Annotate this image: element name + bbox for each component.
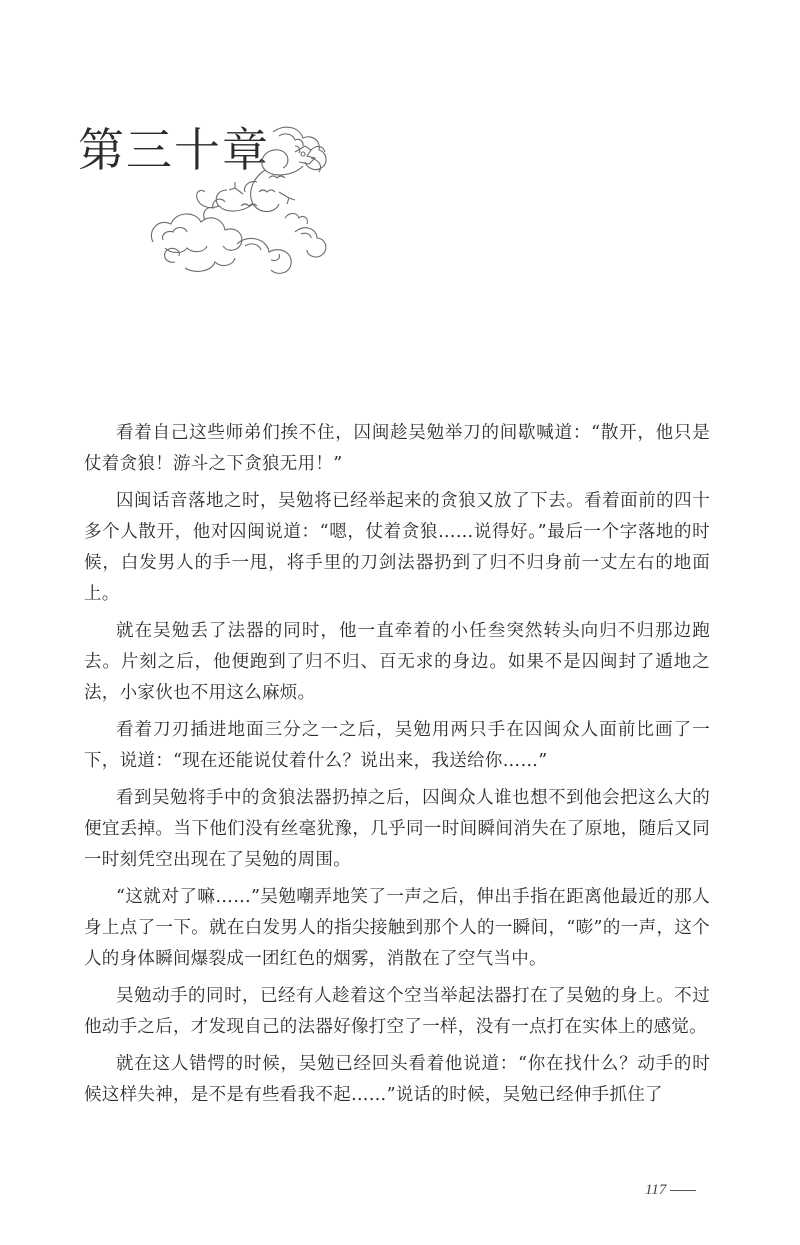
page-number: 117 <box>645 1182 667 1198</box>
paragraph: “这就对了嘛……”吴勉嘲弄地笑了一声之后，伸出手指在距离他最近的那人身上点了一下。就在白发男人的指尖接触到那个人的一瞬间，“嘭”的一声，这个人的身体瞬间爆裂成一团红色的烟雾，消散在了空气当中。 <box>84 887 710 969</box>
paragraph: 就在吴勉丢了法器的同时，他一直牵着的小任叁突然转头向归不归那边跑去。片刻之后，他便跑到了归不归、百无求的身边。如果不是囚闽封了遁地之法，小家伙也不用这么麻烦。 <box>84 621 710 703</box>
page-number-footer <box>645 1182 696 1199</box>
paragraph: 看到吴勉将手中的贪狼法器扔掉之后，囚闽众人谁也想不到他会把这么大的便宜丢掉。当下他们没有丝毫犹豫，几乎同一时间瞬间消失在了原地，随后又同一时刻凭空出现在了吴勉的周围。 <box>84 788 710 870</box>
chapter-title: 第三十章 <box>78 123 270 177</box>
paragraph: 囚闽话音落地之时，吴勉将已经举起来的贪狼又放了下去。看着面前的四十多个人散开，他对囚闽说道：“嗯，仗着贪狼……说得好。”最后一个字落地的时候，白发男人的手一甩，将手里的刀剑法器扔到了归不归身前一丈左右的地面上。 <box>84 491 710 604</box>
paragraph: 看着自己这些师弟们挨不住，囚闽趁吴勉举刀的间歇喊道：“散开，他只是仗着贪狼！游斗之下贪狼无用！” <box>84 423 710 474</box>
paragraph: 就在这人错愕的时候，吴勉已经回头看着他说道：“你在找什么？动手的时候这样失神，是不是有些看我不起……”说话的时候，吴勉已经伸手抓住了 <box>84 1054 710 1105</box>
paragraph: 看着刀刃插进地面三分之一之后，吴勉用两只手在囚闽众人面前比画了一下，说道：“现在还能说仗着什么？说出来，我送给你……” <box>84 720 710 771</box>
chapter-body <box>84 418 710 1117</box>
dragon-cloud-ornament-icon <box>145 122 335 282</box>
page-number-dash <box>670 1190 696 1191</box>
paragraph: 吴勉动手的同时，已经有人趁着这个空当举起法器打在了吴勉的身上。不过他动手之后，才发现自己的法器好像打空了一样，没有一点打在实体上的感觉。 <box>84 986 710 1037</box>
